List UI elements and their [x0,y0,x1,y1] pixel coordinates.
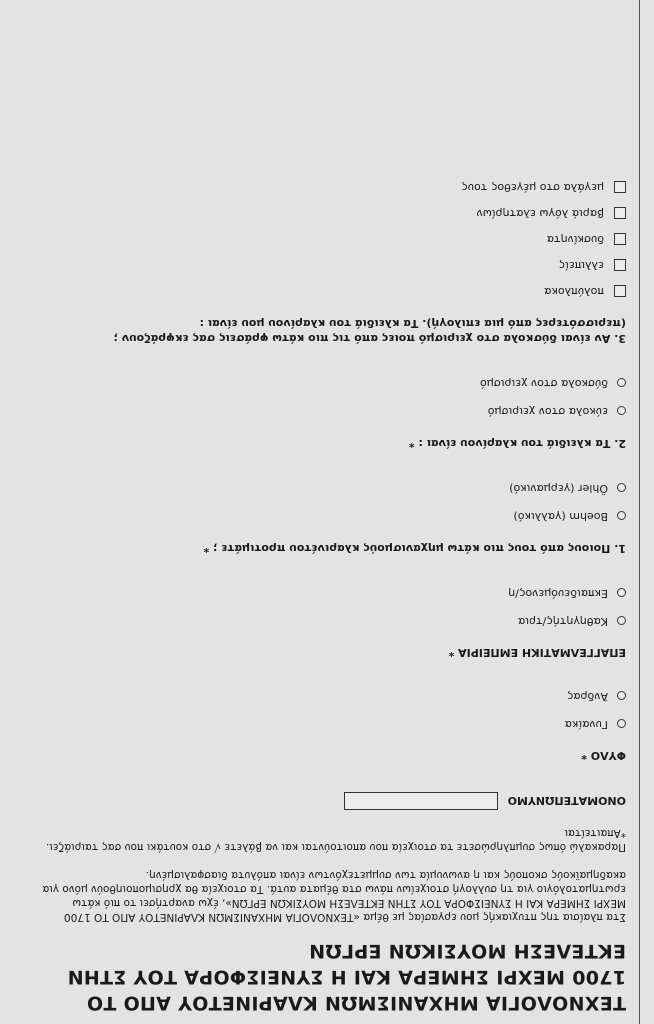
instructions-block [40,826,626,854]
q3-option-complex[interactable] [40,284,626,298]
question-2-options [40,376,626,418]
experience-option-teacher[interactable] [40,614,626,628]
option-label: Öhler (γερμανικό) [509,482,608,495]
q2-option-easy[interactable] [40,404,626,418]
radio-button[interactable] [617,379,626,388]
gender-option-female[interactable] [40,717,626,731]
name-label: ΟΝΟΜΑΤΕΠΩΝΥΜΟ [507,794,626,808]
option-label: πολύπλοκα [544,285,604,298]
radio-button[interactable] [617,407,626,416]
q1-option-ohler[interactable] [40,481,626,495]
q3-option-large-size[interactable] [40,180,626,194]
name-field-row [40,792,626,810]
option-label: Γυναίκα [564,718,608,731]
radio-button[interactable] [617,589,626,598]
instructions-text: Παρακαλώ όπως συμπληρώσετε τα στοιχεία που αποιτούνται και να βάλετε √ στο κουτάκι που σας ταιριάζει. [45,841,626,853]
experience-options [40,586,626,628]
option-label: Άνδρας [566,690,608,703]
option-label: Καθηγητής/τρια [518,615,608,628]
form-content [40,150,630,1016]
form-title: ΤΕΧΝΟΛΟΓΙΑ ΜΗΧΑΝΙΣΜΩΝ ΚΛΑΡΙΝΕΤΟΥ ΑΠΟ ΤΟ 1700 ΜΕΧΡΙ ΣΗΜΕΡΑ ΚΑΙ Η ΣΥΝΕΙΣΦΟΡΑ ΤΟΥ ΣΤΗΝ ΕΚΤΕΛΕΣΗ ΜΟΥΣΙΚΩΝ ΕΡΓΩΝ [67,940,626,1014]
question-1-options [40,481,626,523]
question-2: 2. Τα κλειδιά του κλαρίνου είναι : * [408,437,626,450]
checkbox[interactable] [614,207,626,219]
radio-button[interactable] [617,484,626,493]
checkbox[interactable] [614,259,626,271]
experience-option-student[interactable] [40,586,626,600]
intro-paragraph: Στα πλαίσια της πτυχιακής μου εργασίας με θέμα «ΤΕΧΝΟΛΟΓΙΑ ΜΗΧΑΝΙΣΜΩΝ ΚΛΑΡΙΝΕΤΟΥ ΑΠΟ ΤΟ 1700 ΜΕΧΡΙ ΣΗΜΕΡΑ ΚΑΙ Η ΣΥΝΕΙΣΦΟΡΑ ΤΟΥ ΣΤΗΝ ΕΚΤΕΛΕΣΗ ΜΟΥΣΙΚΩΝ ΕΡΓΩΝ», έχω αναρτήσει το πιό κάτω ερωτηματολόγιο για τη συλλογή στοιχείων πάνω στα θέματα αυτά. Τα στοιχεία θα χρησιμοποιηθούν μόνο για ακαδημαϊκούς σκοπούς και η ανωνυμία των συμμετεχόντων είναι απόλυτα διασφαλισμένη. [42,869,626,923]
option-label: ελλιπείς [558,259,604,272]
option-label: εύκολα στον χειρισμό [487,405,608,418]
radio-button[interactable] [617,617,626,626]
radio-button[interactable] [617,512,626,521]
option-label: μεγάλα στο μέγεθος τους [461,181,604,194]
gender-label: ΦΥΛΟ * [581,749,626,762]
option-label: Boehm (γαλλικό) [513,510,608,523]
q1-option-boehm[interactable] [40,509,626,523]
checkbox[interactable] [614,181,626,193]
required-note: *Απαιτείται [564,827,626,839]
name-input[interactable] [344,792,498,810]
experience-label: ΕΠΑΓΓΕΛΜΑΤΙΚΗ ΕΜΠΕΙΡΙΑ * [448,646,626,659]
option-label: δυσκίνητα [546,233,604,246]
option-label: Εκπαιδευόμενος/η [508,587,608,600]
question-3: 3. Αν είναι δύσκολα στο χειρισμό ποιες από τις πιο κάτω φράσεις σας εκφράζουν ; (περισσότερες από μια επιλογή). Τα κλειδιά του κλαρίνου μου είναι : [113,317,626,345]
option-label: δύσκολα στον χειρισμό [480,377,608,390]
q3-option-incomplete[interactable] [40,258,626,272]
question-1: 1. Ποιους από τους πιο κάτω μηχανισμούς κλαρινέτου προτιμάτε ; * [203,542,626,555]
question-3-options [40,180,626,298]
q2-option-difficult[interactable] [40,376,626,390]
gender-option-male[interactable] [40,689,626,703]
gender-options [40,689,626,731]
checkbox[interactable] [614,285,626,297]
page-edge-line [639,0,640,1024]
q3-option-heavy-springs[interactable] [40,206,626,220]
q3-option-stiff[interactable] [40,232,626,246]
option-label: βαριά λόγω ελατηρίων [476,207,604,220]
checkbox[interactable] [614,233,626,245]
radio-button[interactable] [617,720,626,729]
radio-button[interactable] [617,692,626,701]
